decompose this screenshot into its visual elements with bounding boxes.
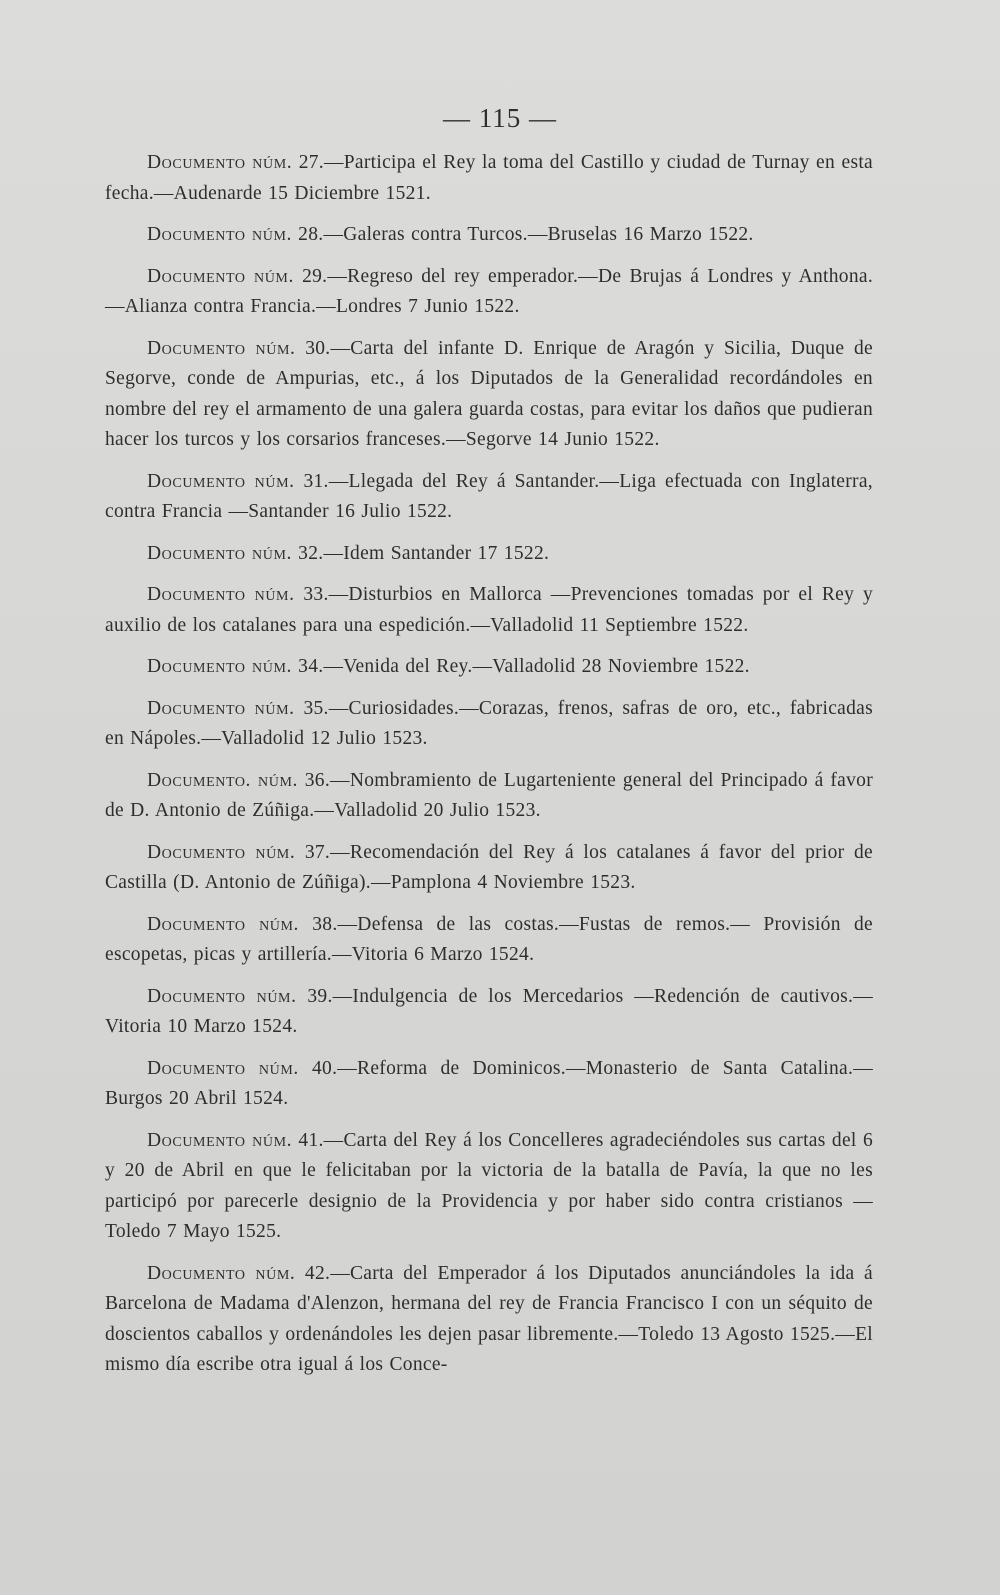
entry-label: Documento núm. [147,841,296,863]
entry-text: 37.—Recomendación del Rey á los catalanes á favor del prior de Castilla (D. Antonio de Zúñiga).—Pamplona 4 Noviembre 1523. [105,841,873,893]
entry-label: Documento núm. [147,985,297,1007]
document-entry [105,334,873,456]
entry-label: Documento núm. [147,656,292,677]
document-entry [105,220,873,251]
entry-text: 31.—Llegada del Rey á Santander.—Liga efectuada con Inglaterra, contra Francia —Santander 16 Julio 1522. [105,470,873,522]
entry-label: Documento núm. [147,913,300,935]
entry-text: 39.—Indulgencia de los Mercedarios —Redención de cautivos.—Vitoria 10 Marzo 1524. [105,985,873,1037]
entry-text: 29.—Regreso del rey emperador.—De Brujas á Londres y Anthona.—Alianza contra Francia.—Londres 7 Junio 1522. [105,265,873,317]
entry-text: 27.—Participa el Rey la toma del Castillo y ciudad de Turnay en esta fecha.—Audenarde 15 Diciembre 1521. [105,152,874,204]
entry-text: 32.—Idem Santander 17 1522. [298,542,550,564]
entry-text: 28.—Galeras contra Turcos.—Bruselas 16 Marzo 1522. [298,224,754,245]
document-entry [105,838,873,899]
entry-text: 33.—Disturbios en Mallorca —Prevenciones tomadas por el Rey y auxilio de los catalanes para una espedición.—Valladolid 11 Septiembre 1522. [105,584,873,636]
document-entry [105,467,873,528]
document-entry [105,148,873,209]
entry-label: Documento núm. [147,470,295,492]
document-entry [105,1054,873,1115]
document-entry [105,1259,873,1381]
document-entry [105,539,873,570]
document-entry [105,982,873,1043]
entry-text: 38.—Defensa de las costas.—Fustas de remos.— Provisión de escopetas, picas y artillería.—Vitoria 6 Marzo 1524. [105,913,873,965]
document-entries-list [105,148,873,1392]
entry-label: Documento núm. [147,1129,293,1151]
document-entry [105,262,873,323]
page-number: — 115 — [443,103,557,133]
entry-label: Documento núm. [147,265,294,287]
entry-text: 36.—Nombramiento de Lugarteniente general del Principado á favor de D. Antonio de Zúñiga.—Valladolid 20 Julio 1523. [105,769,873,821]
entry-label: Documento núm. [147,542,292,564]
document-entry [105,694,873,755]
entry-label: Documento núm. [147,224,292,245]
document-entry [105,652,873,683]
entry-label: Documento núm. [147,152,293,173]
entry-text: 41.—Carta del Rey á los Concelleres agradeciéndoles sus cartas del 6 y 20 de Abril en que le felicitaban por la victoria de la batalla de Pavía, la que no les participó por parecerle designio de la Providencia y por haber sido contra cristianos —Toledo 7 Mayo 1525. [105,1129,873,1242]
entry-label: Documento núm. [147,1057,299,1079]
entry-text: 34.—Venida del Rey.—Valladolid 28 Noviembre 1522. [298,656,750,677]
document-entry [105,766,873,827]
entry-label: Documento núm. [147,1262,296,1284]
document-entry [105,580,873,641]
entry-text: 35.—Curiosidades.—Corazas, frenos, safras de oro, etc., fabricadas en Nápoles.—Valladolid 12 Julio 1523. [105,697,873,749]
entry-label: Documento núm. [147,337,296,359]
document-entry [105,1126,873,1248]
entry-text: 40.—Reforma de Dominicos.—Monasterio de Santa Catalina.—Burgos 20 Abril 1524. [105,1057,873,1109]
entry-label: Documento. núm. [147,769,299,791]
entry-text: 42.—Carta del Emperador á los Diputados anunciándoles la ida á Barcelona de Madama d'Alenzon, hermana del rey de Francia Francisco I con un séquito de doscientos caballos y ordenándoles les dejen pasar libremente.—Toledo 13 Agosto 1525.—El mismo día escribe otra igual á los Conce- [105,1262,873,1375]
entry-label: Documento núm. [147,697,295,719]
entry-label: Documento núm. [147,584,295,605]
document-entry [105,910,873,971]
entry-text: 30.—Carta del infante D. Enrique de Aragón y Sicilia, Duque de Segorve, conde de Ampurias, etc., á los Diputados de la Generalidad recordándoles en nombre del rey el armamento de una galera guarda costas, para evitar los daños que pudieran hacer los turcos y los corsarios franceses.—Segorve 14 Junio 1522. [105,337,873,450]
